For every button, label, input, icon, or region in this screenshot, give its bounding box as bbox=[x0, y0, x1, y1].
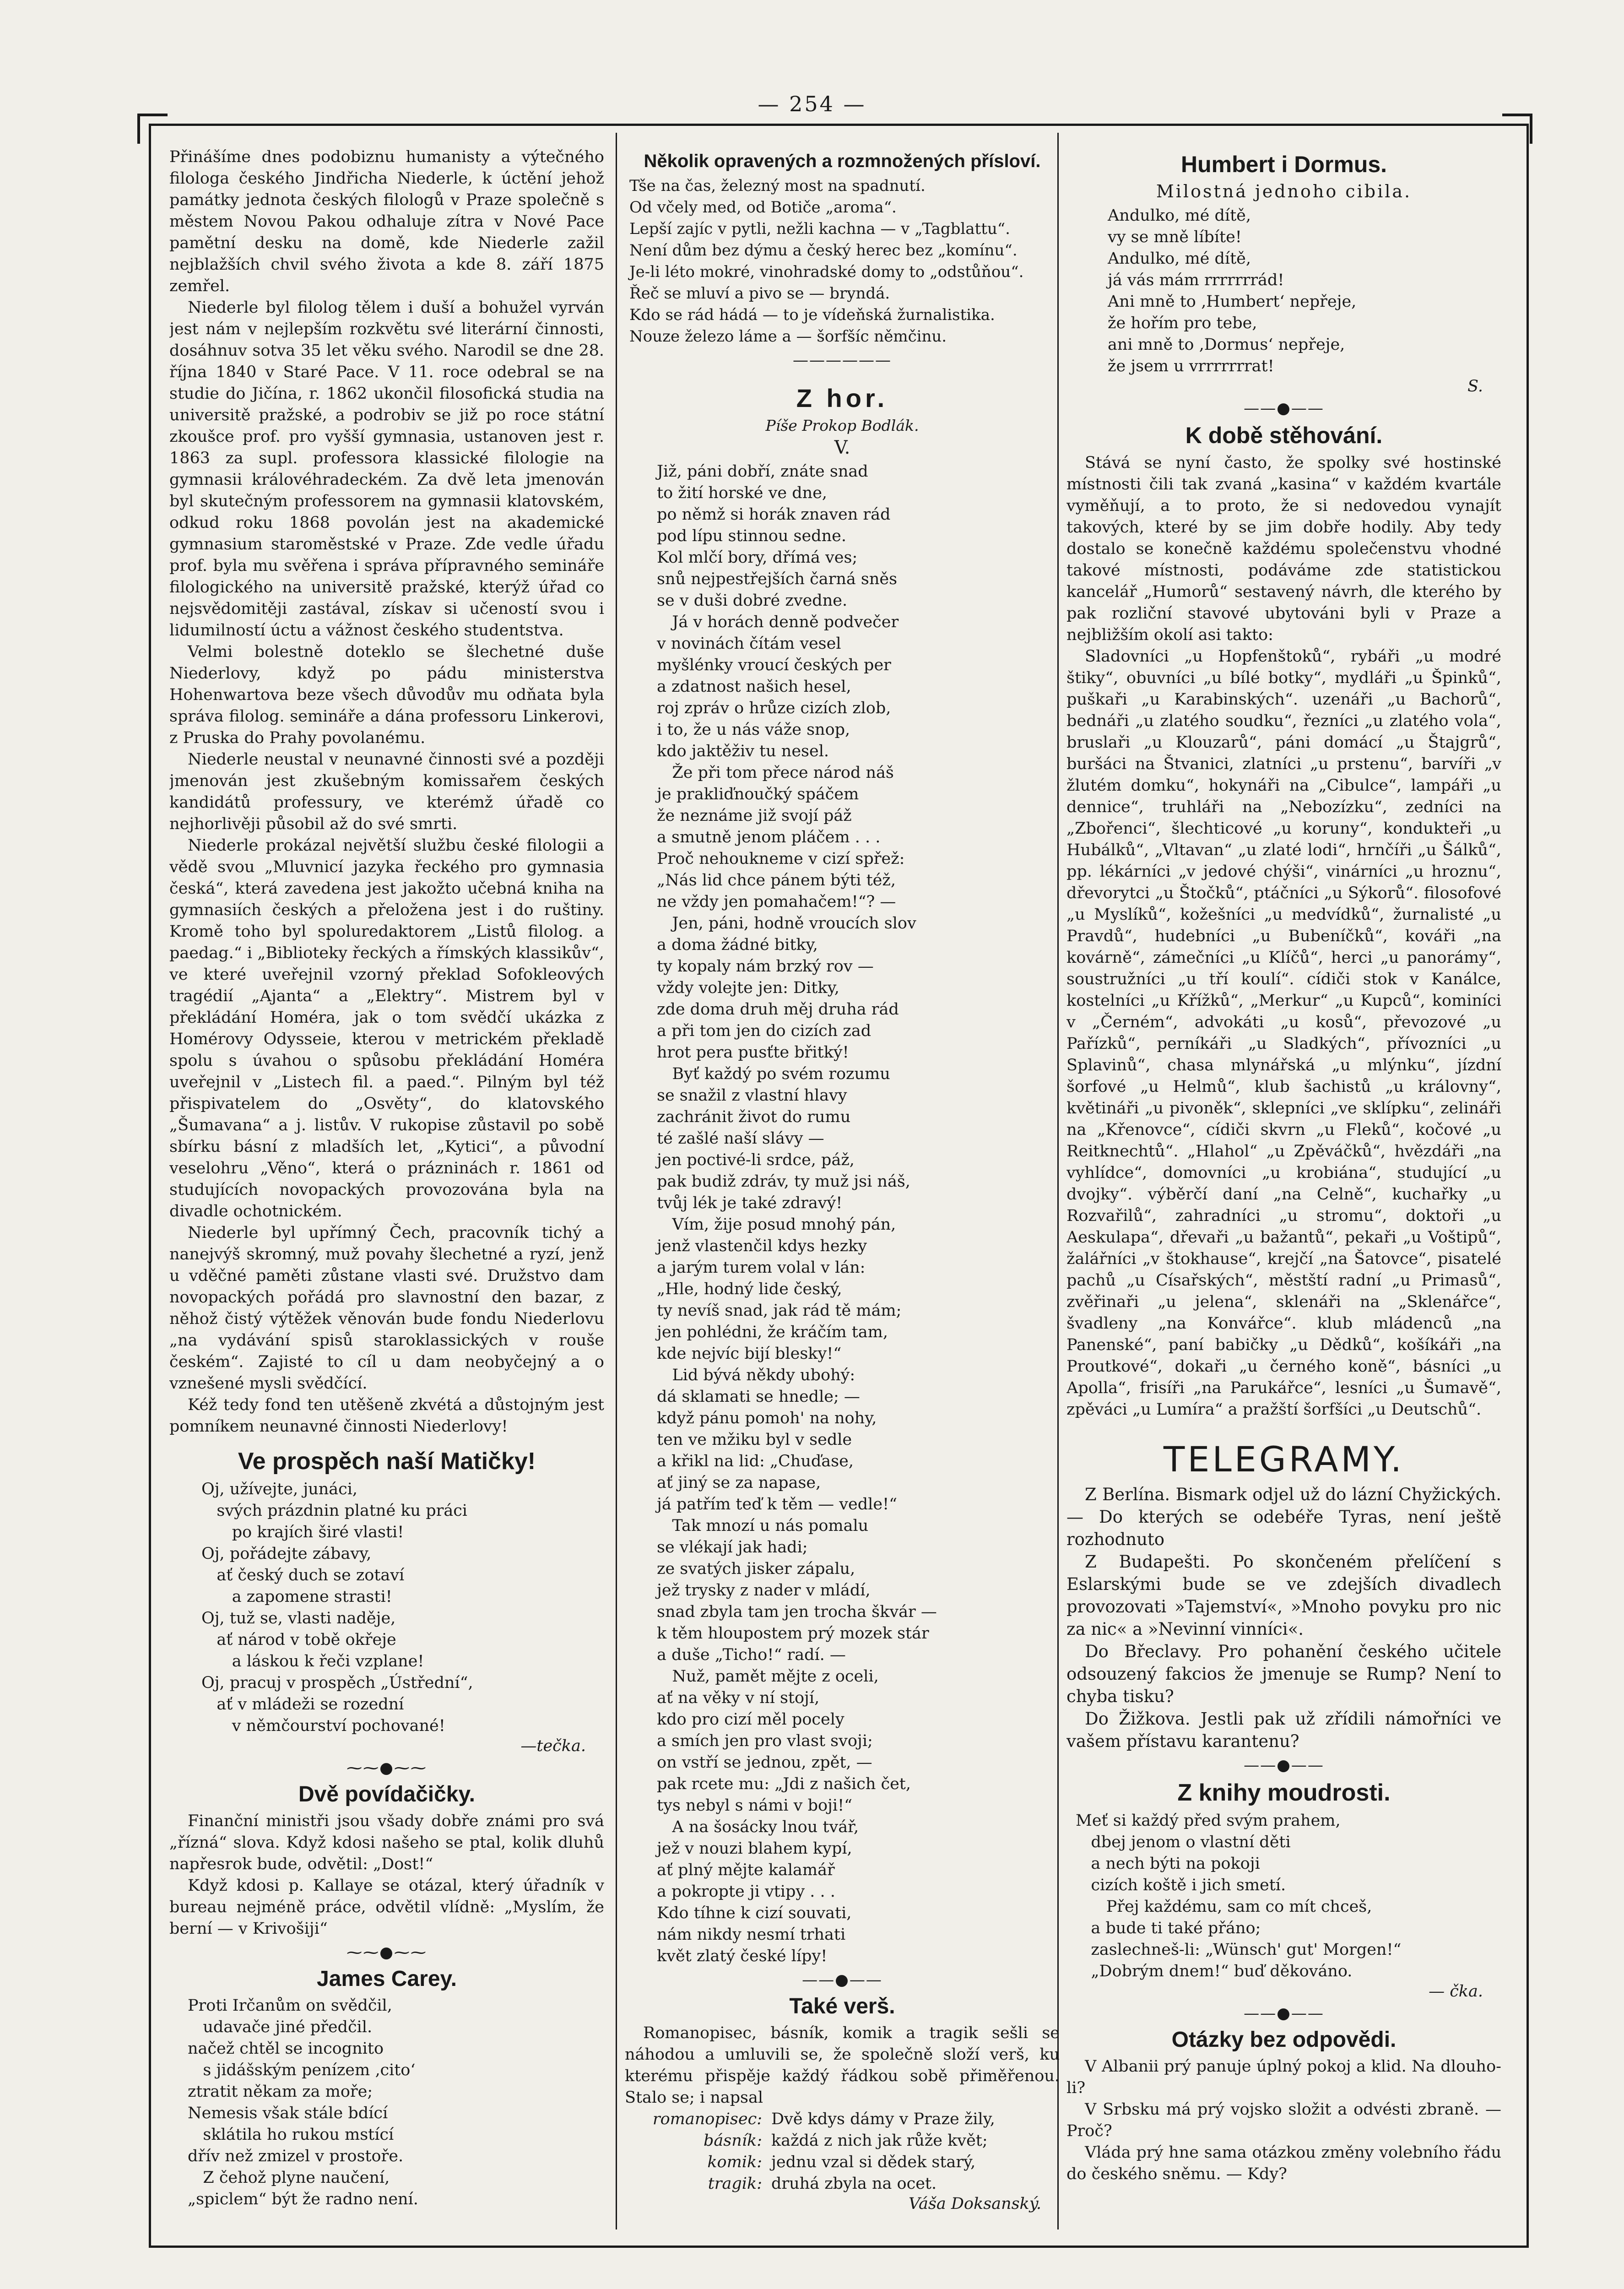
divider-ornament: ⁓⁓●⁓⁓ bbox=[346, 1759, 427, 1777]
article-title: K době stěhování. bbox=[1185, 423, 1383, 448]
signature: S. bbox=[1467, 377, 1483, 396]
divider-ornament: ——●—— bbox=[1244, 1756, 1324, 1774]
article-title: Otázky bez odpovědi. bbox=[1171, 2028, 1397, 2052]
column-middle bbox=[625, 146, 1060, 2234]
verse-line: jednu vzal si dědek starý, bbox=[771, 2153, 976, 2171]
section-title: TELEGRAMY. bbox=[1163, 1439, 1405, 1480]
column-right bbox=[1066, 146, 1501, 2234]
article-title: Také verš. bbox=[789, 1994, 895, 2018]
article-paragraph: Niederle prokázal největší službu české filologii a vědě svou „Mluvnicí jazyka řeckého pro gymnasia česká“, která zavedena jest jakožto učebná kniha na gymnasiích českých a přeložena jest i do ruštiny. Kromě toho byl spoluredaktorem „Listů filolog. a paedag.“ i „Biblioteky řeckých a římských klassikův“, ve které uveřejnil vzorný překlad Sofokleových tragédií „Ajanta“ a „Elektry“. Mistrem byl v překládání Homéra, jak o tom svědčí ukázka z Homérovy Odysseie, kterou v metrickém překladě spolu s úvahou o spůsobu překládání Homéra uveřejnil v „Listech fil. a paed.“. Pilným byl též přispivatelem do „Osvěty“, do klatovského „Šumavana“ a j. listův. V rukopise zůstavil po sobě sbírku básní z mladších let, „Kytici“, a původní veselohru „Věno“, která o prázninách r. 1861 od studujících novopackých provozována byla na divadle ochotnickém. bbox=[169, 836, 604, 1220]
article-title: Dvě povídačičky. bbox=[298, 1782, 475, 1806]
proverbs-list: Tše na čas, železný most na spadnutí. Od včely med, od Botiče „aroma“. Lepší zajíc v pytli, nežli kachna — v „Tagblattu“. Není dům bez dýmu a český herec bez „komínu“. Je-li léto mokré, vinohradské domy to „odstůňou“. Řeč se mluví a pivo se — bryndá. Kdo se rád hádá — to je vídeňská žurnalistika. Nouze železo láme a — šorfšíc němčinu. bbox=[629, 177, 1024, 346]
article-paragraph: Niederle neustal v neunavné činnosti své a později jmenován jest zkušebným komissařem českých kandidátů professury, ve kterémž úřadě co nejhorlivěji působil až do své smrti. bbox=[169, 750, 604, 833]
divider-ornament: —————— bbox=[793, 351, 892, 369]
signature: Váša Doksanský. bbox=[908, 2195, 1041, 2213]
verse-speaker: romanopisec: bbox=[652, 2110, 762, 2128]
article-paragraph: Niederle byl upřímný Čech, pracovník tichý a nanejvýš skromný, muž povahy šlechetné a ryzí, jenž u vděčné paměti zůstane vlasti své. Družstvo dam novopackých pořádá pro slavnostní den bazar, z něhož čistý výtěžek věnován bude fondu Niederlovu „na vydávání spisů staroklassických v rouše českém“. Zajisté to cíl u dam neobyčejný a o vznešené mysli svědčící. bbox=[169, 1224, 604, 1393]
article-title: Z hor. bbox=[796, 384, 888, 412]
article-paragraph: V Albanii prý panuje úplný pokoj a klid. Na dlouho-li? bbox=[1066, 2057, 1501, 2097]
telegram: Z Budapešti. Po skončeném přelíčení s Eslarskými bude se ve zdejších divadlech provozovati »Tajemství«, »Mnoho povyku pro nic za nic« a »Nevinní vinníci«. bbox=[1066, 1552, 1501, 1639]
poem: Proti Irčanům on svědčil, udavače jiné předčil. načež chtěl se incognito s jidášským penízem ‚cito‘ ztratit někam za moře; Nemesis však stále bdící sklátila ho rukou mstící dřív než zmizel v prostoře. Z čehož plyne naučení, „spiclem“ být že radno není. bbox=[188, 1996, 418, 2208]
article-paragraph: Niederle byl filolog tělem i duší a bohužel vyrván jest nám v nejlepším rozkvětu své literární činnosti, dosáhnuv sotva 35 let věku svého. Narodil se dne 28. října 1840 v Staré Pace. V 11. roce odebral se na studie do Jičína, r. 1862 ukončil filosofická studia na universitě pražské, a podrobiv se již po roce státní zkoušce prof. pro vyšší gymnasia, ustanoven jest r. 1863 za supl. professora klassické filologie na gymnasii královéhradeckém. Za dvě leta jmenován byl skutečným professorem na gymnasii klatovském, odkud roku 1868 povolán jest na akademické gymnasium staroměstské v Praze. Zde vedle úřadu prof. byla mu svěřena i správa přípravného semináře filologického na universitě pražské, kterýž úřad co nejsvědomitěji zastával, získav si učeností svou i lidumilností úctu a vážnost českého studentstva. bbox=[169, 298, 604, 640]
article-title: Z knihy moudrosti. bbox=[1177, 1779, 1391, 1806]
verse-speaker: básník: bbox=[704, 2132, 762, 2150]
verse-line: druhá zbyla na ocet. bbox=[771, 2175, 937, 2193]
corner-ornament-left bbox=[137, 114, 168, 144]
article-paragraph: Velmi bolestně doteklo se šlechetné duše Niederlovy, když po pádu ministerstva Hohenwartova beze všech důvodův mu odňata byla správa filolog. semináře a dána professoru Linkerovi, z Pruska do Prahy povolanému. bbox=[169, 643, 604, 747]
verse-row bbox=[625, 2130, 1060, 2152]
page-number: — 254 — bbox=[758, 92, 866, 116]
article-paragraph: Sladovníci „u Hopfenštoků“, rybáři „u modré štiky“, obuvníci „u bílé botky“, mydláři „u Špinků“, puškaři „u Karabinských“. uzenáři „u Bachorů“, bednáři „u zlatého soudku“, řezníci „u zlatého vola“, bruslaři „u Klouzarů“, páni domácí „u Štajgrů“, buršáci na Štvanici, zlatníci „u prstenu“, barvíři „v žlutém domku“, hokynáři na „Cibulce“, lampáři „u dennice“, truhláři na „Nebozízku“, zedníci na „Zbořenci“, šlechticové „u koruny“, kondukteři „u Hubálků“, „Vltavan“ „u zlaté lodi“, hrnčíři „u Šálků“, pp. lékárníci „v jedové chýši“, vinárníci „u hroznu“, dřevorytci „u Štočků“, ptáčníci „u Sýkorů“. filosofové „u Myslíků“, kožešníci „u medvídků“, žurnalisté „u Pravdů“, hudebníci „u Bubeníčků“, kováři „na kovárně“, zámečníci „u Klíčů“, herci „u panorámy“, soustružníci „u tří koulí“. cídiči stok v Kanálce, kostelníci „u Křížků“, „Merkur“ „u Kupců“, kominíci v „Černém“, advokáti „u kosů“, převozové „u Pařízků“, perníkáři „u Sladkých“, přívozníci „u Splavinů“, chasa mlynářská „u mlýnku“, jízdní šorfové „u Helmů“, klub šachistů „u královny“, květináři „u pivoněk“, sklepníci „ve sklípku“, zelináři na „Křenovce“, cídiči skvrn „u Fleků“, kočové „u Reitknechtů“. „Hlahol“ „u Zpěváčků“, hvězdáři „na vyhlídce“, domovníci „u krobiána“, studující „u dvojky“. výběrčí daní „na Celně“, kuchařky „u Rozvařilů“, zahradníci „u stromu“, doktoři „u Aeskulapa“, dřevaři „u bažantů“, pekaři „u Voštipů“, žalářníci „v štokhause“, krejčí „na Šatovce“, pisatelé pachů „u Císařských“, městští radní „u Primasů“, zvěřinaři „u jelena“, sklenáři na „Sklenářce“, švadleny „na Konvářce“. klub mládenců „na Panenské“, paní babičky „u Dědků“, košíkáři „na Proutkové“, dokaři „u černého koně“, básníci „u Apolla“, frisíři „na Parukářce“, lesníci „u Šumavě“, zpěváci „u Lumíra“ a pražští šorfšíci „u Deutschů“. bbox=[1066, 647, 1501, 1419]
section-number: V. bbox=[834, 437, 850, 458]
verse-line: Dvě kdys dámy v Praze žily, bbox=[771, 2110, 995, 2128]
verse-speaker: tragik: bbox=[708, 2175, 762, 2193]
verse-row bbox=[625, 2109, 1060, 2130]
verse-row bbox=[625, 2152, 1060, 2173]
verse-table bbox=[625, 2109, 1060, 2195]
telegram: Z Berlína. Bismark odjel už do lázní Chyžických. — Do kterých se odebéře Tyras, není ještě rozhodnuto bbox=[1066, 1485, 1501, 1549]
article-title: James Carey. bbox=[317, 1967, 457, 1991]
poem: Meť si každý před svým prahem, dbej jenom o vlastní děti a nech býti na pokoji cizích koště i jich smetí. Přej každému, sam co mít chceš, a bude ti také přáno; zaslechneš-li: „Wünsch' gut' Morgen!“ „Dobrým dnem!“ buď děkováno. bbox=[1076, 1812, 1402, 1980]
article-paragraph: V Srbsku má prý vojsko složit a odvésti zbraně. — Proč? bbox=[1066, 2100, 1501, 2140]
column-rule bbox=[616, 133, 617, 2229]
verse-line: každá z nich jak růže květ; bbox=[771, 2132, 988, 2150]
article-subtitle: Milostná jednoho cibila. bbox=[1156, 181, 1412, 201]
article-paragraph: Stává se nyní často, že spolky své hostinské místnosti čili tak zvaná „kasina“ v každém kvartále vyměňují, a to proto, že si nedovedou vynajít takových, které by se jim dobře hodily. Aby tedy dostalo se konečně každému společenstvu vhodné takové místnosti, podáváme zde statistickou kancelář „Humorů“ sestavený návrh, dle kterého by pak rozliční stavové ubytováni byli v Praze a nejbližším okolí asi takto: bbox=[1066, 454, 1501, 644]
corner-ornament-right bbox=[1502, 114, 1532, 144]
poem: Oj, užívejte, junáci, svých prázdnin platné ku práci po krajích širé vlasti! Oj, pořádejte zábavy, ať český duch se zotaví a zapomene strasti! Oj, tuž se, vlasti naděje, ať národ v tobě okřeje a láskou k řeči vzplane! Oj, pracuj v prospěch „Ústřední“, ať v mládeži se rozední v němčourství pochované! bbox=[201, 1480, 473, 1735]
article-title: Humbert i Dormus. bbox=[1180, 152, 1387, 177]
verse-row bbox=[625, 2173, 1060, 2195]
signature: —tečka. bbox=[520, 1737, 586, 1755]
divider-ornament: ⁓⁓●⁓⁓ bbox=[346, 1943, 427, 1962]
article-title: Několik opravených a rozmnožených přísloví. bbox=[644, 151, 1041, 171]
poem: Již, páni dobří, znáte snad to žití horské ve dne, po němž si horák znaven rád pod lípu stinnou sedne. Kol mlčí bory, dřímá ves; snů nejpestřejších čarná sněs se v duši dobré zvedne. Já v horách denně podvečer v novinách čítám vesel myšlénky vroucí českých per a zdatnost našich hesel, roj zpráv o hrůze cizích zlob, i to, že u nás váže snop, kdo jaktěživ tu nesel. Že při tom přece národ náš je prakliďnoučký spáčem že neznáme již svojí páž a smutně jenom pláčem . . . Proč nehoukneme v cizí spřež: „Nás lid chce pánem býti též, ne vždy jen pomahačem!“? — Jen, páni, hodně vroucích slov a doma žádné bitky, ty kopaly nám brzký rov — vždy volejte jen: Ditky, zde doma druh měj druha rád a při tom jen do cizích zad hrot pera pusťte břitký! Byť každý po svém rozumu se snažil z vlastní hlavy zachránit život do rumu té zašlé naší slávy — jen poctivé-li srdce, páž, pak budiž zdráv, ty muž jsi náš, tvůj lék je také zdravý! Vím, žije posud mnohý pán, jenž vlastenčil kdys hezky a jarým turem volal v lán: „Hle, hodný lide český, ty nevíš snad, jak rád tě mám; jen pohlédni, že kráčím tam, kde nejvíc bijí blesky!“ Lid bývá někdy ubohý: dá sklamati se hnedle; — když pánu pomoh' na nohy, ten ve mžiku byl v sedle a křikl na lid: „Chuďase, ať jiný se za napase, já patřím teď k těm — vedle!“ Tak mnozí u nás pomalu se vlékají jak hadi; ze svatých jisker zápalu, jež trysky z nader v mládí, snad zbyla tam jen trocha škvár — k těm hloupostem prý mozek stár a duše „Ticho!“ radí. — Nuž, pamět mějte z oceli, ať na věky v ní stojí, kdo pro cizí měl pocely a smích jen pro vlast svoji; on vstří se jednou, zpět, — pak rcete mu: „Jdi z našich čet, tys nebyl s námi v boji!“ A na šosácky lnou tvář, jež v nouzi blahem kypí, ať plný mějte kalamář a pokropte ji vtipy . . . Kdo tíhne k cizí souvati, nám nikdy nesmí trhati květ zlatý české lípy! bbox=[657, 462, 937, 1965]
divider-ornament: ——●—— bbox=[1244, 399, 1324, 418]
column-left bbox=[169, 146, 604, 2234]
article-paragraph: Když kdosi p. Kallaye se otázal, který úřadník v bureau nejméně práce, odvětil vlídně: „Myslím, že berní — v Krivošiji“ bbox=[169, 1877, 604, 1938]
poem: Andulko, mé dítě, vy se mně líbíte! Andulko, mé dítě, já vás mám rrrrrrrád! Ani mně to ‚Humbert‘ nepřeje, že hořím pro tebe, ani mně to ‚Dormus‘ nepřeje, že jsem u vrrrrrrrat! bbox=[1108, 206, 1357, 375]
verse-speaker: komik: bbox=[707, 2153, 762, 2171]
article-paragraph: Romanopisec, básník, komik a tragik sešli se náhodou a umluvili se, že společně složí verš, ku kterému přispěje každý řádkou sobě přiměřenou. Stalo se; i napsal bbox=[625, 2024, 1060, 2107]
article-paragraph: Vláda prý hne sama otázkou změny volebního řádu do českého sněmu. — Kdy? bbox=[1066, 2143, 1501, 2183]
telegram: Do Žižkova. Jestli pak už zřídili námořníci ve vašem přístavu karantenu? bbox=[1066, 1709, 1501, 1751]
telegram: Do Břeclavy. Pro pohanění českého učitele odsouzený fakcios že jmenuje se Rump? Není to chyba tisku? bbox=[1066, 1642, 1501, 1706]
divider-ornament: ——●—— bbox=[802, 1971, 882, 1989]
article-paragraph: Přinášíme dnes podobiznu humanisty a výtečného filologa českého Jindřicha Niederle, k úctění jehož památky jednota českých filologů v Praze společně s městem Novou Pakou odhaluje zítra v Nové Pace pamětní desku na domě, kde Niederle zažil nejblažších chvil svého života a kde 8. září 1875 zemřel. bbox=[169, 148, 604, 295]
article-title: Ve prospěch naší Matičky! bbox=[238, 1448, 536, 1475]
article-paragraph: Kéž tedy fond ten utěšeně zkvétá a důstojným jest pomníkem neunavné činnosti Niederlovy! bbox=[169, 1396, 604, 1436]
byline: Píše Prokop Bodlák. bbox=[765, 417, 919, 434]
signature: — čka. bbox=[1429, 1982, 1483, 2001]
divider-ornament: ——●—— bbox=[1244, 2004, 1324, 2023]
article-paragraph: Finanční ministři jsou všady dobře známi pro svá „řízná“ slova. Když kdosi našeho se ptal, kolik dluhů napřesrok bude, odvětil: „Dost!“ bbox=[169, 1812, 604, 1873]
